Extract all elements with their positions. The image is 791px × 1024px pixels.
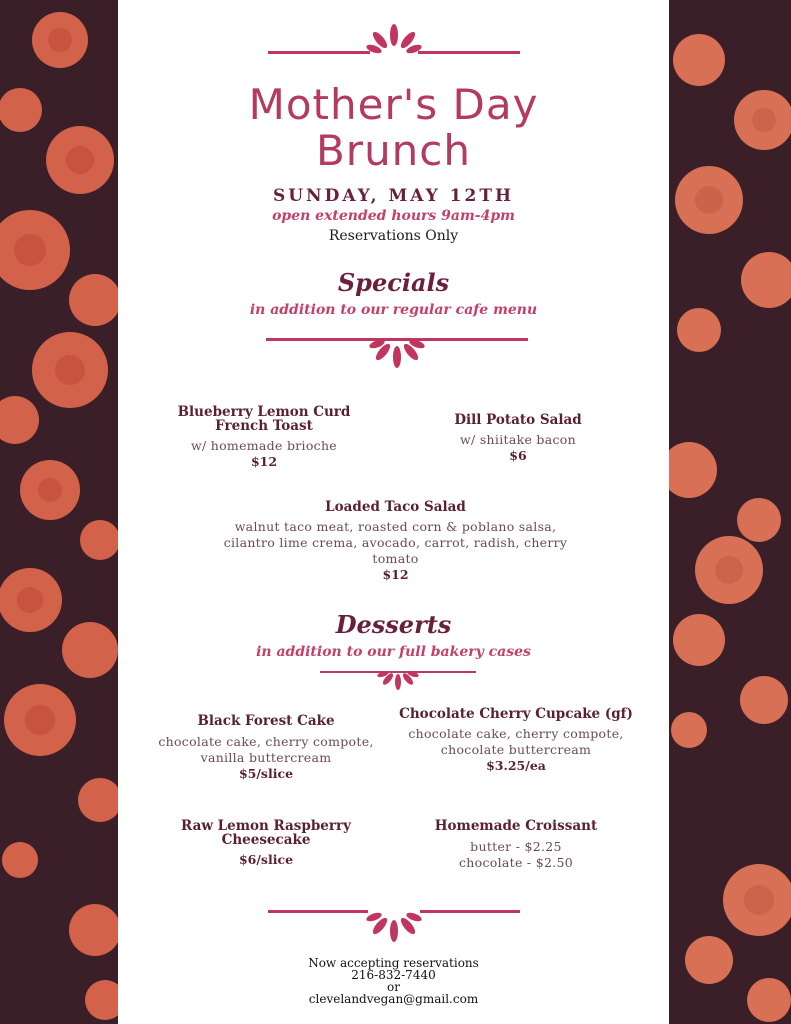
ornament-divider-bottom [268,900,520,946]
desserts-heading: Desserts [335,610,452,639]
menu-item [168,819,364,867]
item-description: chocolate cake, cherry compote, chocolate buttercream [408,726,624,757]
event-date: SUNDAY, MAY 12TH [272,186,515,206]
specials-subheading: in addition to our regular cafe menu [249,302,538,318]
desserts-subheading: in addition to our full bakery cases [256,644,531,660]
ornament-divider-desserts [320,665,476,695]
item-name: Loaded Taco Salad [325,499,466,515]
item-description: w/ homemade brioche [190,438,338,453]
menu-item [158,405,370,469]
event-title-line2: Brunch [315,126,472,175]
ornament-divider-specials [266,322,528,374]
item-name: Raw Lemon Raspberry Cheesecake [181,818,351,848]
contact-or: or [387,980,400,994]
item-name: Blueberry Lemon Curd French Toast [177,404,351,434]
floral-photo-left [0,0,118,1024]
reservations-contact [118,957,669,1005]
item-price: $3.25/ea [486,758,546,773]
item-description: chocolate cake, cherry compote, vanilla buttercream [158,734,374,765]
item-price-butter: butter - $2.25 [470,839,562,854]
contact-phone[interactable]: 216-832-7440 [351,968,436,982]
menu-item [398,707,634,773]
item-price: $6 [509,448,527,463]
item-name: Dill Potato Salad [454,412,582,428]
contact-line: Now accepting reservations [308,956,479,970]
reservations-note: Reservations Only [328,228,459,244]
item-description: w/ shiitake bacon [460,432,576,447]
contact-email[interactable]: clevelandvegan@gmail.com [308,992,479,1006]
menu-item [218,500,573,582]
menu-item [408,819,624,871]
item-price: $6/slice [238,852,294,867]
item-description: walnut taco meat, roasted corn & poblano salsa, cilantro lime crema, avocado, carrot, radish, cherry tomato [223,519,568,566]
item-price: $5/slice [238,766,294,781]
item-price: $12 [382,567,409,582]
item-price: $12 [250,454,278,469]
item-price-chocolate: chocolate - $2.50 [458,855,574,870]
menu-item [148,714,384,781]
ornament-divider-top [268,22,520,62]
item-name: Homemade Croissant [434,818,598,834]
event-title-line1: Mother's Day [248,80,539,129]
floral-photo-right [669,0,791,1024]
menu-panel [118,0,669,1024]
item-name: Black Forest Cake [197,713,335,729]
item-name: Chocolate Cherry Cupcake (gf) [399,706,633,722]
right-floral-border [669,0,791,1024]
left-floral-border [0,0,118,1024]
specials-heading: Specials [337,268,450,297]
event-hours: open extended hours 9am-4pm [272,208,515,224]
menu-item [418,413,618,463]
